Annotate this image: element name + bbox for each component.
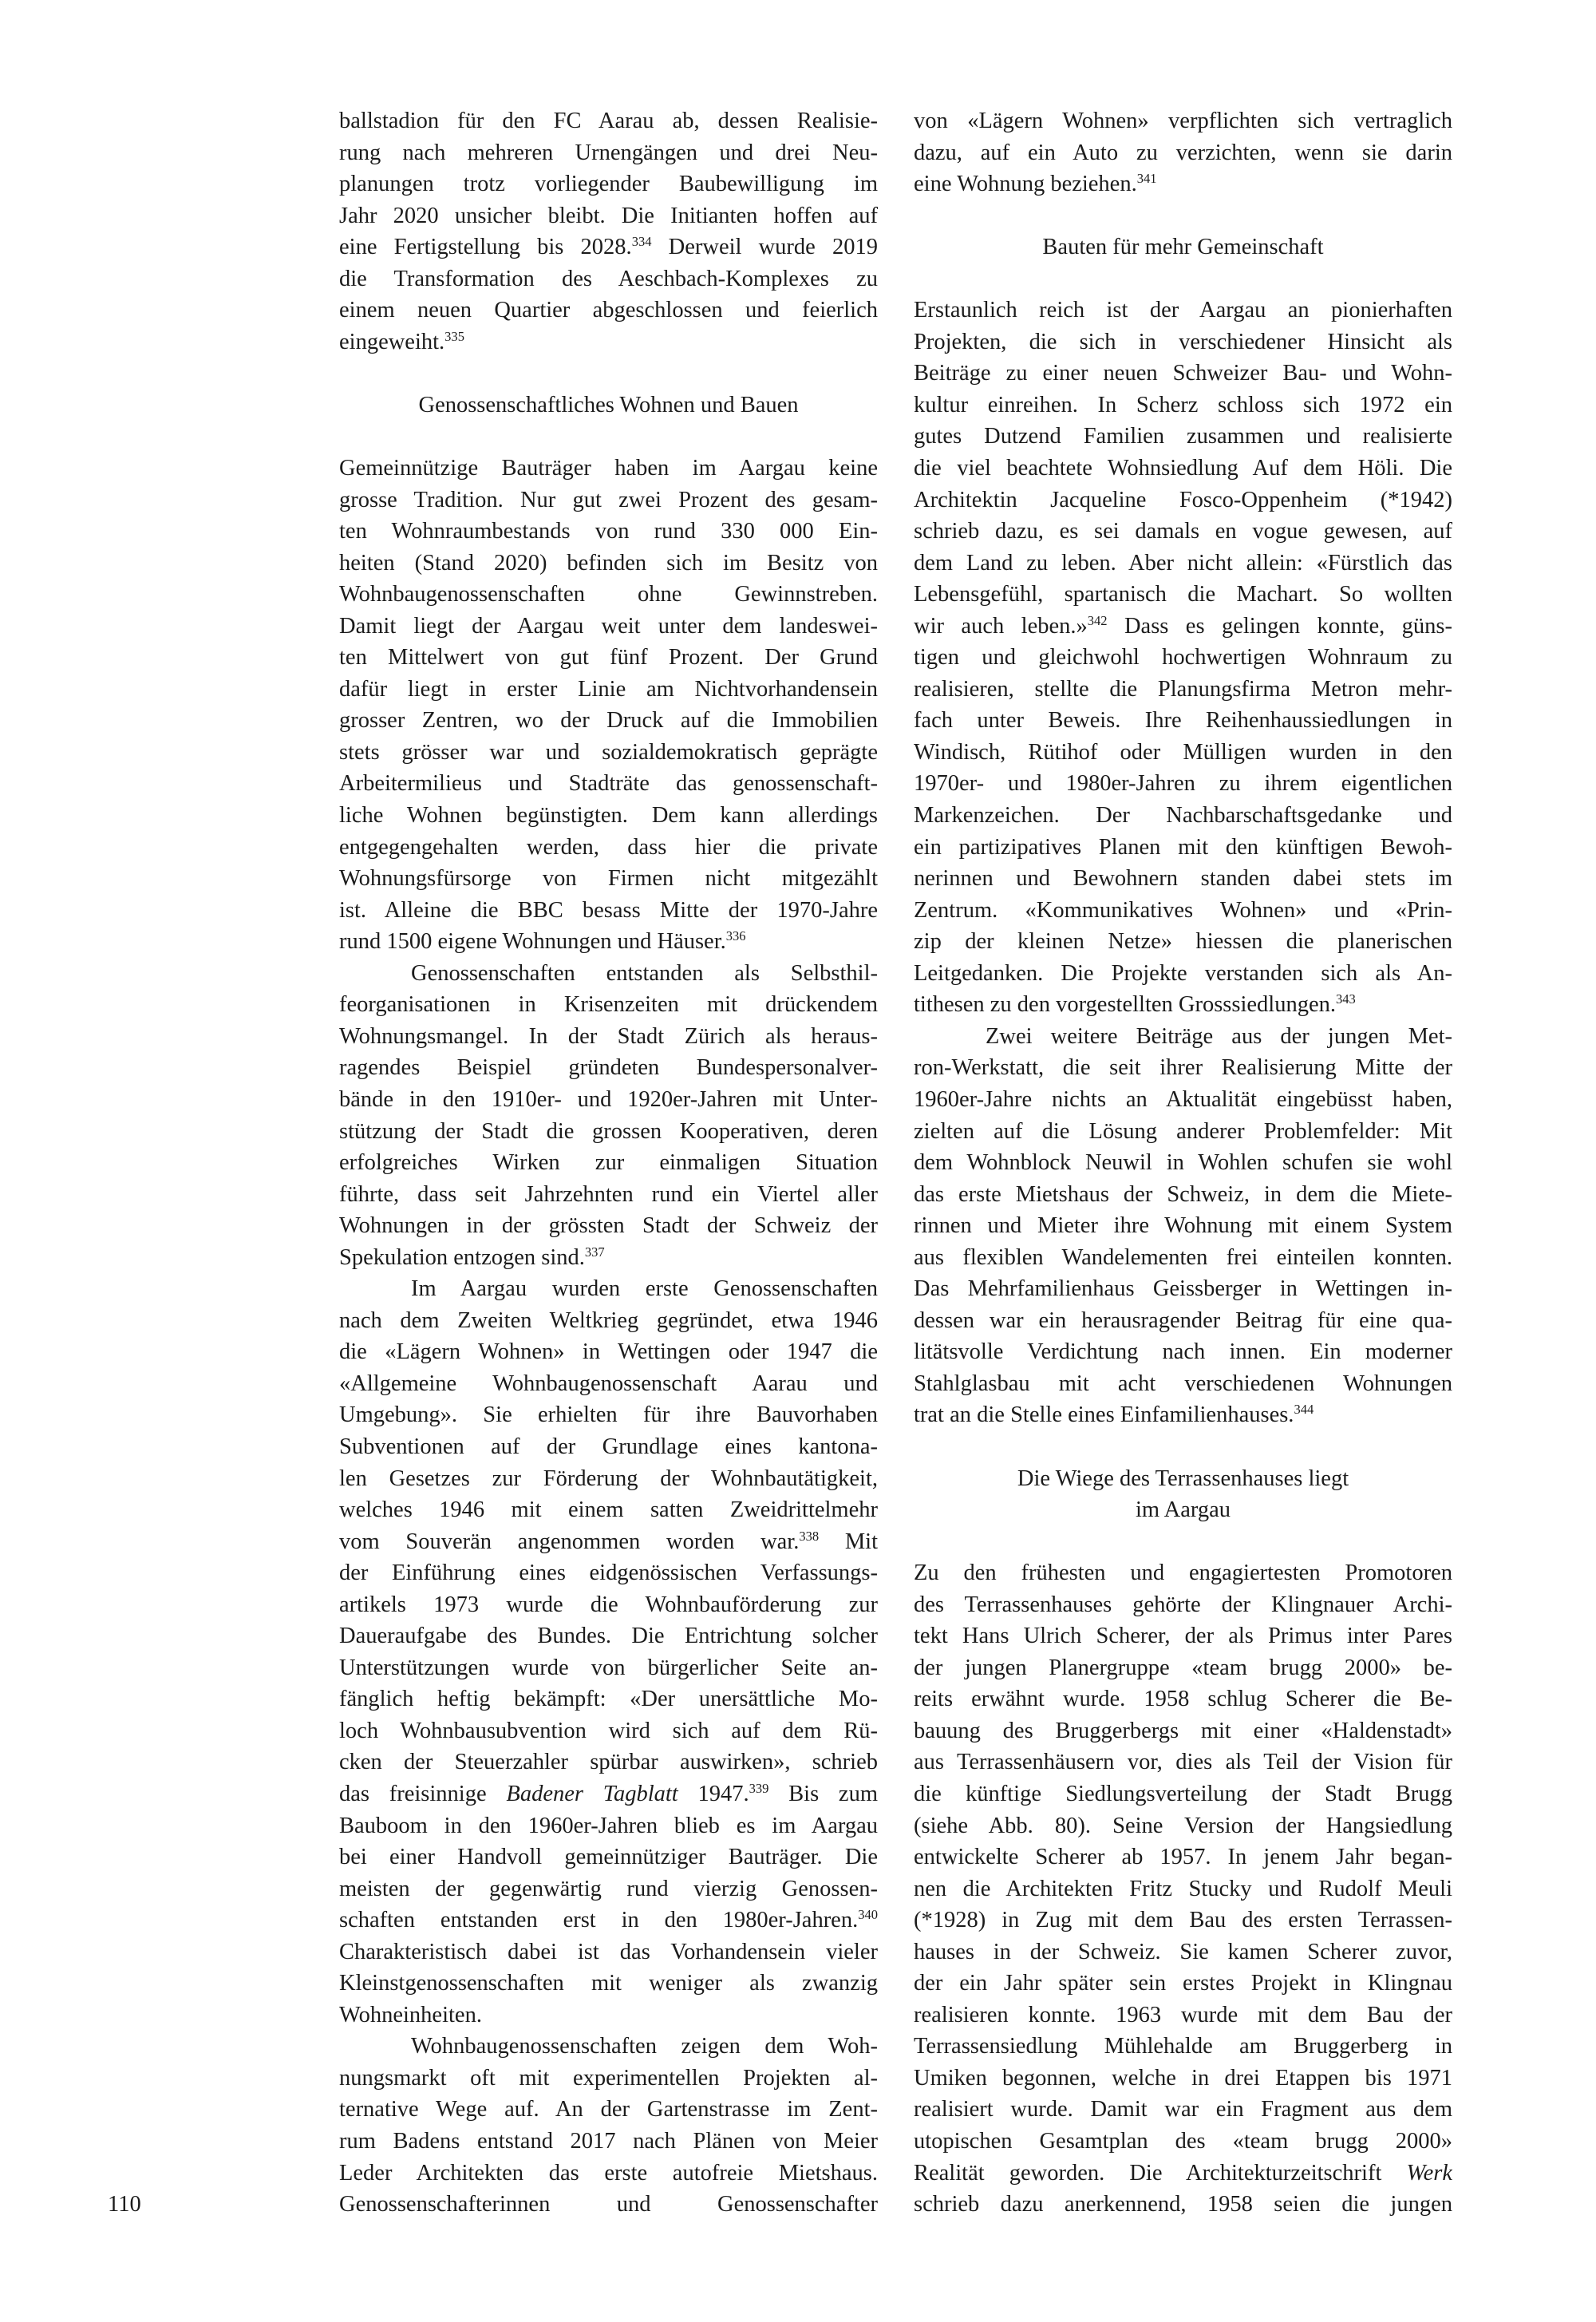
text-run: Stahlglasbau mit acht verschiedenen Wohnungen	[914, 1371, 1452, 1396]
text-line	[339, 642, 878, 674]
text-line	[339, 895, 878, 927]
text-line	[914, 1936, 1452, 1968]
text-run: zielten auf die Lösung anderer Problemfelder: Mit	[914, 1118, 1452, 1144]
text-run: dem Wohnblock Neuwil in Wohlen schufen sie wohl	[914, 1150, 1452, 1176]
text-run: dem Land zu leben. Aber nicht allein: «Fürstlich das	[914, 550, 1452, 576]
text-line	[339, 768, 878, 800]
text-line	[339, 137, 878, 169]
text-run: ein partizipatives Planen mit den künftigen Bewoh-	[914, 834, 1452, 860]
text-line	[339, 1179, 878, 1211]
text-run: Spekulation entzogen sind.	[339, 1244, 585, 1270]
text-line	[339, 2031, 878, 2063]
text-line	[339, 1936, 878, 1968]
text-line	[339, 800, 878, 832]
text-run: aus Terrassenhäusern vor, dies als Teil der Vision für	[914, 1750, 1452, 1775]
page-number: 110	[108, 2192, 141, 2217]
text-line	[339, 863, 878, 895]
text-line	[339, 1305, 878, 1337]
text-run: tekt Hans Ulrich Scherer, der als Primus inter Pares	[914, 1624, 1452, 1649]
text-line	[339, 674, 878, 706]
text-line	[914, 137, 1452, 169]
text-line	[914, 1778, 1452, 1810]
text-run: stets grösser war und sozialdemokratisch geprägte	[339, 739, 878, 765]
text-line	[339, 1589, 878, 1621]
text-run: reits erwähnt wurde. 1958 schlug Scherer die Be-	[914, 1687, 1452, 1712]
paragraph	[914, 295, 1452, 1021]
text-line	[914, 1273, 1452, 1305]
text-line	[339, 1116, 878, 1148]
text-run: Projekten, die sich in verschiedener Hinsicht als	[914, 329, 1452, 354]
text-line	[914, 2063, 1452, 2095]
text-line	[339, 200, 878, 232]
footnote-reference: 334	[631, 233, 652, 249]
footnote-reference: 343	[1336, 991, 1356, 1007]
text-run: Umiken begonnen, welche in drei Etappen bis 1971	[914, 2065, 1452, 2091]
text-line	[339, 926, 878, 958]
text-line	[339, 105, 878, 137]
text-run: zip der kleinen Netze» hiessen die planerischen	[914, 929, 1452, 955]
text-run: des Terrassenhauses gehörte der Klingnauer Archi-	[914, 1592, 1452, 1617]
text-line	[339, 1021, 878, 1053]
text-line	[914, 1179, 1452, 1211]
text-run: utopischen Gesamtplan des «team brugg 2000»	[914, 2129, 1452, 2154]
text-run: litätsvolle Verdichtung nach innen. Ein moderner	[914, 1339, 1452, 1365]
text-line	[339, 485, 878, 516]
text-run: grosser Zentren, wo der Druck auf die Immobilien	[339, 708, 878, 734]
text-line	[914, 642, 1452, 674]
paragraph	[339, 453, 878, 958]
text-run: Subventionen auf der Grundlage eines kantona-	[339, 1434, 878, 1459]
text-line	[339, 548, 878, 580]
text-run: aus flexiblen Wandelementen frei einteilen konnten.	[914, 1244, 1452, 1270]
text-line	[339, 1242, 878, 1274]
text-run: ten Wohnraumbestands von rund 330 000 Ein-	[339, 519, 878, 544]
text-run: dessen war ein herausragender Beitrag für eine qua-	[914, 1307, 1452, 1333]
text-line	[914, 2000, 1452, 2031]
text-line	[339, 1431, 878, 1463]
text-line	[339, 2189, 878, 2221]
text-line	[914, 1905, 1452, 1936]
text-run: welches 1946 mit einem satten Zweidrittelmehr	[339, 1497, 878, 1523]
paragraph	[339, 1273, 878, 2031]
text-run: das erste Mietshaus der Schweiz, in dem die Miete-	[914, 1181, 1452, 1207]
text-line	[339, 989, 878, 1021]
text-line	[914, 358, 1452, 390]
text-line	[339, 2000, 878, 2031]
text-run: artikels 1973 wurde die Wohnbauförderung zur	[339, 1592, 878, 1617]
text-run: feorganisationen in Krisenzeiten mit drückendem	[339, 992, 878, 1018]
text-line	[914, 579, 1452, 611]
paragraph	[339, 958, 878, 1273]
text-run: trat an die Stelle eines Einfamilienhauses.	[914, 1402, 1294, 1428]
text-line	[914, 958, 1452, 990]
footnote-reference: 338	[799, 1528, 820, 1544]
text-run: Architektin Jacqueline Fosco-Oppenheim (*1942)	[914, 487, 1452, 512]
footnote-reference: 336	[725, 928, 746, 943]
italic-title: Badener Tagblatt	[506, 1781, 678, 1806]
text-line	[339, 1557, 878, 1589]
text-run: fach unter Beweis. Ihre Reihenhaussiedlungen in	[914, 708, 1452, 734]
text-run: Im Aargau wurden erste Genossenschaften	[411, 1276, 878, 1302]
text-run: hauses in der Schweiz. Sie kamen Scherer zuvor,	[914, 1939, 1452, 1964]
text-run: Erstaunlich reich ist der Aargau an pionierhaften	[914, 298, 1452, 323]
text-run: nen die Architekten Fritz Stucky und Rudolf Meuli	[914, 1876, 1452, 1901]
text-line	[914, 453, 1452, 485]
text-run: fänglich heftig bekämpft: «Der unersättliche Mo-	[339, 1687, 878, 1712]
text-line	[914, 832, 1452, 864]
text-line	[914, 2189, 1452, 2221]
text-line	[339, 2094, 878, 2126]
text-line	[914, 548, 1452, 580]
text-run: nach dem Zweiten Weltkrieg gegründet, etwa 1946	[339, 1307, 878, 1333]
text-line	[914, 1968, 1452, 2000]
text-line	[914, 800, 1452, 832]
text-run: Zu den frühesten und engagiertesten Promotoren	[914, 1561, 1452, 1586]
footnote-reference: 342	[1087, 612, 1108, 628]
text-line	[914, 1399, 1452, 1431]
text-run: heiten (Stand 2020) befinden sich im Besitz von	[339, 550, 878, 576]
text-run: das freisinnige	[339, 1781, 507, 1806]
text-line	[914, 1116, 1452, 1148]
text-run: der jungen Planergruppe «team brugg 2000» be-	[914, 1655, 1452, 1680]
text-line	[339, 1084, 878, 1116]
text-line	[339, 1683, 878, 1715]
text-line	[914, 2031, 1452, 2063]
text-run: rung nach mehreren Urnengängen und drei Neu-	[339, 140, 878, 165]
text-line	[339, 1841, 878, 1873]
text-run: tithesen zu den vorgestellten Grosssiedlungen.	[914, 992, 1336, 1018]
text-run: Wohnungen in der grössten Stadt der Schweiz der	[339, 1213, 878, 1239]
text-run: gutes Dutzend Familien zusammen und realisierte	[914, 424, 1452, 449]
text-run: ragendes Beispiel gründeten Bundespersonalver-	[339, 1055, 878, 1081]
text-line	[914, 295, 1452, 326]
text-run: Dass es gelingen konnte, güns-	[1107, 613, 1452, 639]
text-run: «Allgemeine Wohnbaugenossenschaft Aarau und	[339, 1371, 878, 1396]
text-run: ballstadion für den FC Aarau ab, dessen Realisie-	[339, 109, 878, 133]
text-line	[339, 1810, 878, 1842]
text-run: cken der Steuerzahler spürbar auswirken», schrieb	[339, 1750, 878, 1775]
text-run: ten Mittelwert von gut fünf Prozent. Der Grund	[339, 645, 878, 670]
text-run: realisiert wurde. Damit war ein Fragment aus dem	[914, 2097, 1452, 2122]
text-run: Terrassensiedlung Mühlehalde am Bruggerberg in	[914, 2034, 1452, 2059]
text-run: die «Lägern Wohnen» in Wettingen oder 1947 die	[339, 1339, 878, 1365]
text-line	[914, 2094, 1452, 2126]
text-run: Unterstützungen wurde von bürgerlicher Seite an-	[339, 1655, 878, 1680]
text-run: meisten der gegenwärtig rund vierzig Genossen-	[339, 1876, 878, 1901]
text-line	[339, 1273, 878, 1305]
text-line	[339, 1620, 878, 1652]
text-run: schaften entstanden erst in den 1980er-Jahren.	[339, 1908, 859, 1933]
text-line	[339, 1463, 878, 1495]
text-run: loch Wohnbausubvention wird sich auf dem Rü-	[339, 1718, 878, 1743]
text-line	[914, 485, 1452, 516]
text-line	[914, 1652, 1452, 1684]
text-run: von «Lägern Wohnen» verpflichten sich vertraglich	[914, 109, 1452, 133]
text-run: die künftige Siedlungsverteilung der Stadt Brugg	[914, 1781, 1452, 1806]
text-run: stützung der Stadt die grossen Kooperativen, deren	[339, 1118, 878, 1144]
text-run: der ein Jahr später sein erstes Projekt in Klingnau	[914, 1971, 1452, 1996]
text-run: rund 1500 eigene Wohnungen und Häuser.	[339, 929, 726, 955]
text-run: entwickelte Scherer ab 1957. In jenem Jahr began-	[914, 1845, 1452, 1870]
text-line	[339, 295, 878, 326]
paragraph	[914, 1021, 1452, 1431]
text-run: Zwei weitere Beiträge aus der jungen Met-	[986, 1023, 1452, 1049]
text-run: der Einführung eines eidgenössischen Verfassungs-	[339, 1561, 878, 1586]
paragraph	[914, 1557, 1452, 2220]
text-run: 1960er-Jahre nichts an Aktualität eingebüsst haben,	[914, 1086, 1452, 1112]
text-line	[914, 705, 1452, 737]
right-column	[914, 105, 1452, 2221]
text-run: 1970er- und 1980er-Jahren zu ihrem eigentlichen	[914, 771, 1452, 797]
text-run: Bis zum	[768, 1781, 878, 1806]
footnote-reference: 335	[444, 328, 464, 344]
text-run: dazu, auf ein Auto zu verzichten, wenn sie darin	[914, 140, 1452, 165]
text-line	[914, 863, 1452, 895]
text-line	[339, 1873, 878, 1905]
text-line	[914, 1084, 1452, 1116]
text-run: bauung des Bruggerbergs mit einer «Haldenstadt»	[914, 1718, 1452, 1743]
text-run: nungsmarkt oft mit experimentellen Projekten al-	[339, 2065, 878, 2091]
section-heading	[914, 1463, 1452, 1526]
text-run: nerinnen und Bewohnern standen dabei stets im	[914, 866, 1452, 892]
footnote-reference: 340	[858, 1906, 878, 1922]
text-run: dafür liegt in erster Linie am Nichtvorhandensein	[339, 676, 878, 702]
text-line	[914, 1841, 1452, 1873]
text-run: vom Souverän angenommen worden war.	[339, 1529, 800, 1554]
text-line	[914, 1557, 1452, 1589]
text-run: Damit liegt der Aargau weit unter dem landeswei-	[339, 613, 878, 639]
text-run: Wohnungsmangel. In der Stadt Zürich als heraus-	[339, 1023, 878, 1049]
text-line	[339, 1210, 878, 1242]
text-run: bände in den 1910er- und 1920er-Jahren mit Unter-	[339, 1086, 878, 1112]
text-line	[914, 1336, 1452, 1368]
text-line	[914, 611, 1452, 643]
text-line	[339, 579, 878, 611]
heading-line: im Aargau	[1136, 1497, 1231, 1523]
text-line	[914, 390, 1452, 421]
text-line	[914, 674, 1452, 706]
text-line	[339, 326, 878, 358]
text-run: Jahr 2020 unsicher bleibt. Die Initianten hoffen auf	[339, 203, 878, 228]
text-line	[914, 1052, 1452, 1084]
text-run: die Transformation des Aeschbach-Komplexes zu	[339, 266, 878, 291]
text-line	[914, 1589, 1452, 1621]
text-line	[914, 1147, 1452, 1179]
text-line	[914, 1305, 1452, 1337]
text-run: eine Wohnung beziehen.	[914, 172, 1137, 197]
heading-line: Bauten für mehr Gemeinschaft	[1042, 235, 1324, 260]
text-run: Leder Architekten das erste autofreie Mietshaus.	[339, 2160, 878, 2186]
left-column	[339, 105, 878, 2221]
footnote-reference: 344	[1294, 1402, 1314, 1418]
text-line	[914, 1210, 1452, 1242]
text-line	[339, 958, 878, 990]
text-run: Bauboom in den 1960er-Jahren blieb es im Aargau	[339, 1813, 878, 1838]
text-run: Mit	[819, 1529, 878, 1554]
text-line	[914, 1873, 1452, 1905]
text-run: Charakteristisch dabei ist das Vorhandensein vieler	[339, 1939, 878, 1964]
text-run: schrieb dazu, es sei damals en vogue gewesen, auf	[914, 519, 1452, 544]
text-line	[339, 1494, 878, 1526]
text-line	[339, 516, 878, 548]
text-run: bei einer Handvoll gemeinnütziger Bauträger. Die	[339, 1845, 878, 1870]
heading-line: Die Wiege des Terrassenhauses liegt	[1017, 1466, 1349, 1491]
text-line	[339, 263, 878, 295]
footnote-reference: 339	[749, 1780, 769, 1796]
text-line	[339, 2063, 878, 2095]
text-line	[914, 1746, 1452, 1778]
text-run: liche Wohnen begünstigten. Dem kann allerdings	[339, 803, 878, 829]
text-line	[339, 1526, 878, 1558]
text-run: führte, dass seit Jahrzehnten rund ein Viertel aller	[339, 1181, 878, 1207]
text-line	[914, 168, 1452, 200]
text-run: wir auch leben.»	[914, 613, 1088, 639]
text-run: eingeweiht.	[339, 329, 445, 354]
text-line	[339, 1368, 878, 1400]
text-line	[339, 1336, 878, 1368]
text-run: realisieren konnte. 1963 wurde mit dem Bau der	[914, 2002, 1452, 2027]
text-line	[339, 1652, 878, 1684]
text-line	[914, 1368, 1452, 1400]
text-run: kultur einreihen. In Scherz schloss sich 1972 ein	[914, 392, 1452, 417]
text-run: Wohneinheiten.	[339, 2002, 482, 2027]
text-line	[914, 1810, 1452, 1842]
text-line	[339, 2158, 878, 2189]
paragraph	[339, 105, 878, 358]
section-heading	[914, 231, 1452, 263]
italic-title: Werk	[1406, 2160, 1452, 2186]
text-line	[339, 705, 878, 737]
text-run: entgegengehalten werden, dass hier die private	[339, 834, 878, 860]
text-run: Leitgedanken. Die Projekte verstanden sich als An-	[914, 960, 1452, 986]
text-run: (siehe Abb. 80). Seine Version der Hangsiedlung	[914, 1813, 1452, 1838]
heading-line: Genossenschaftliches Wohnen und Bauen	[418, 392, 799, 417]
text-line	[914, 989, 1452, 1021]
text-line	[914, 1715, 1452, 1747]
footnote-reference: 337	[584, 1244, 605, 1260]
text-line	[914, 326, 1452, 358]
text-run: Markenzeichen. Der Nachbarschaftsgedanke und	[914, 803, 1452, 829]
text-run: Daueraufgabe des Bundes. Die Entrichtung solcher	[339, 1624, 878, 1649]
text-line	[339, 1778, 878, 1810]
text-line	[914, 105, 1452, 137]
text-run: Windisch, Rütihof oder Mülligen wurden in den	[914, 739, 1452, 765]
text-run: rinnen und Mieter ihre Wohnung mit einem System	[914, 1213, 1452, 1239]
text-run: Lebensgefühl, spartanisch die Machart. So wollten	[914, 582, 1452, 607]
text-run: eine Fertigstellung bis 2028.	[339, 235, 632, 260]
text-run: erfolgreiches Wirken zur einmaligen Situation	[339, 1150, 878, 1176]
text-line	[339, 1715, 878, 1747]
text-line	[914, 1242, 1452, 1274]
text-line	[339, 1746, 878, 1778]
text-line	[339, 453, 878, 485]
text-run: Genossenschaften entstanden als Selbsthil-	[411, 960, 878, 986]
text-line	[914, 516, 1452, 548]
footnote-reference: 341	[1136, 170, 1157, 186]
text-run: Realität geworden. Die Architekturzeitschrift	[914, 2160, 1407, 2186]
text-run: tigen und gleichwohl hochwertigen Wohnraum zu	[914, 645, 1452, 670]
text-run: Kleinstgenossenschaften mit weniger als zwanzig	[339, 1971, 878, 1996]
text-run: schrieb dazu anerkennend, 1958 seien die jungen	[914, 2192, 1452, 2217]
text-run: grosse Tradition. Nur gut zwei Prozent des gesam-	[339, 487, 878, 512]
text-line	[339, 737, 878, 769]
text-run: Das Mehrfamilienhaus Geissberger in Wettingen in-	[914, 1276, 1452, 1302]
text-line	[339, 611, 878, 643]
section-heading	[339, 390, 878, 421]
paragraph	[914, 105, 1452, 200]
text-line	[914, 768, 1452, 800]
text-line	[339, 1905, 878, 1936]
text-line	[914, 1620, 1452, 1652]
text-line	[914, 421, 1452, 453]
text-run: einem neuen Quartier abgeschlossen und feierlich	[339, 298, 878, 323]
text-line	[339, 168, 878, 200]
text-run: rum Badens entstand 2017 nach Plänen von Meier	[339, 2129, 878, 2154]
text-run: die viel beachtete Wohnsiedlung Auf dem Höli. Die	[914, 456, 1452, 481]
text-line	[914, 1021, 1452, 1053]
text-run: Wohnbaugenossenschaften zeigen dem Woh-	[411, 2034, 878, 2059]
text-line	[339, 1147, 878, 1179]
text-run: Arbeitermilieus und Stadträte das genossenschaft-	[339, 771, 878, 797]
text-line	[339, 231, 878, 263]
text-line	[339, 832, 878, 864]
text-run: Wohnungsfürsorge von Firmen nicht mitgezählt	[339, 866, 878, 892]
text-run: Zentrum. «Kommunikatives Wohnen» und «Prin-	[914, 897, 1452, 923]
text-line	[914, 1683, 1452, 1715]
text-run: Gemeinnützige Bauträger haben im Aargau keine	[339, 456, 878, 481]
text-run: Wohnbaugenossenschaften ohne Gewinnstreben.	[339, 582, 878, 607]
text-run: ron-Werkstatt, die seit ihrer Realisierung Mitte der	[914, 1055, 1452, 1081]
text-run: Umgebung». Sie erhielten für ihre Bauvorhaben	[339, 1402, 878, 1428]
text-run: ist. Alleine die BBC besass Mitte der 1970-Jahre	[339, 897, 878, 923]
text-line	[914, 2126, 1452, 2158]
text-line	[339, 1968, 878, 2000]
text-run: 1947.	[678, 1781, 749, 1806]
text-run: len Gesetzes zur Förderung der Wohnbautätigkeit,	[339, 1466, 878, 1491]
text-line	[914, 926, 1452, 958]
text-run: realisieren, stellte die Planungsfirma Metron mehr-	[914, 676, 1452, 702]
text-run: Derweil wurde 2019	[651, 235, 878, 260]
text-line	[914, 737, 1452, 769]
text-line	[339, 2126, 878, 2158]
paragraph	[339, 2031, 878, 2220]
text-line	[914, 895, 1452, 927]
text-run: ternative Wege auf. An der Gartenstrasse im Zent-	[339, 2097, 878, 2122]
text-line	[914, 2158, 1452, 2189]
text-line	[339, 1052, 878, 1084]
text-line	[339, 1399, 878, 1431]
text-run: (*1928) in Zug mit dem Bau des ersten Terrassen-	[914, 1908, 1452, 1933]
text-run: Beiträge zu einer neuen Schweizer Bau- und Wohn-	[914, 361, 1452, 386]
text-run: Genossenschafterinnen und Genossenschafter	[339, 2192, 878, 2217]
text-run: planungen trotz vorliegender Baubewilligung im	[339, 172, 878, 197]
